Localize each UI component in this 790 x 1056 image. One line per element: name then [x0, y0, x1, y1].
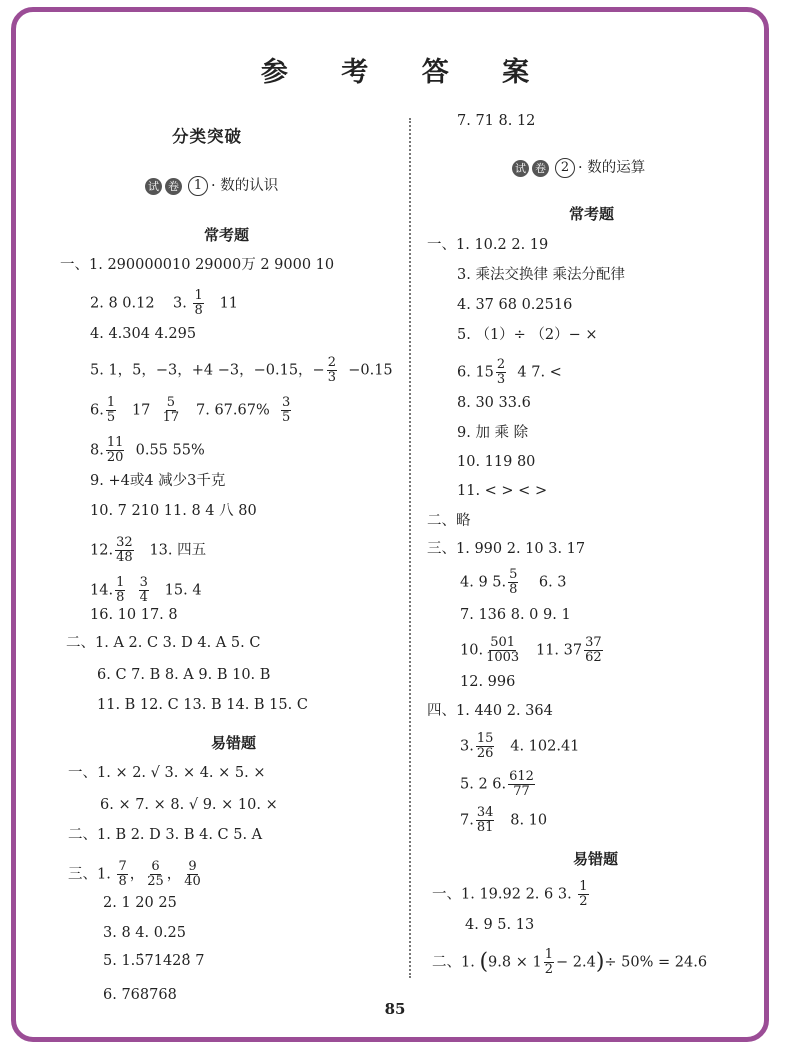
answer-line: 12. 996 [460, 674, 516, 690]
answer-line: 10. $\frac{501}{1003}$ 11. 37 $\frac{37}{62}$ [460, 635, 602, 665]
answer-line: 11. B 12. C 13. B 14. B 15. C [97, 697, 308, 713]
answer-line: 二、1. B 2. D 3. B 4. C 5. A [68, 827, 263, 843]
paper-2-header [512, 158, 645, 178]
answer-line: 7. $\frac{34}{81}$ 8. 10 [460, 805, 548, 835]
answer-line: 四、1. 440 2. 364 [427, 703, 553, 719]
fraction: $\frac{1}{8}$ [116, 575, 125, 605]
fraction: $\frac{15}{26}$ [476, 731, 494, 761]
answer-line: 三、1. $\frac{7}{8}$ ， $\frac{6}{25}$ ， $\frac{9}{40}$ [68, 859, 201, 889]
answer-line: 5. 1.5̇71428̇ 7 [103, 953, 205, 969]
answer-line: 12. $\frac{32}{48}$ 13. 四五 [90, 535, 207, 565]
changkao-title: 常考题 [204, 226, 250, 244]
answer-line: 二、略 [427, 513, 471, 529]
answer-line: 5. 1，5，−3，+4 −3，−0.15，− $\frac{2}{3}$ −0.15 [90, 355, 393, 385]
badge-juan: 卷 [165, 178, 182, 195]
answer-line: 6. $\frac{1}{5}$ 17 $\frac{5}{17}$ 7. 67.67% $\frac{3}{5}$ [90, 395, 291, 425]
badge-shi: 试 [512, 160, 529, 177]
answer-line: 9. +4或4 减少3千克 [90, 473, 226, 489]
answer-line: 5. 2 6. $\frac{612}{77}$ [460, 769, 534, 799]
fraction: $\frac{3}{5}$ [281, 395, 291, 425]
answer-line: 3. 8 4. 0.25 [103, 925, 187, 941]
section-title: 分类突破 [172, 127, 242, 146]
answer-line: 二、1. A 2. C 3. D 4. A 5. C [66, 635, 261, 651]
fraction: $\frac{37}{62}$ [585, 635, 602, 665]
fraction: $\frac{1}{8}$ [194, 288, 203, 318]
fraction: $\frac{1}{2}$ [544, 947, 553, 977]
paper-1-header [145, 176, 278, 196]
answer-line: 4. 9 5. $\frac{5}{8}$ 6. 3 [460, 567, 567, 597]
answer-line: 6. × 7. × 8. √ 9. × 10. × [100, 797, 278, 813]
fraction: $\frac{1}{2}$ [579, 879, 588, 909]
fraction: $\frac{2}{3}$ [327, 355, 336, 385]
page-number: 85 [384, 1000, 406, 1018]
fraction: $\frac{1}{5}$ [106, 395, 116, 425]
paper-label: · 数的认识 [211, 178, 279, 194]
answer-line: 14. $\frac{1}{8}$ $\frac{3}{4}$ 15. 4 [90, 575, 202, 605]
fraction: $\frac{9}{40}$ [184, 859, 201, 889]
answer-line: 7. 136 8. 0 9. 1 [460, 607, 571, 623]
fraction: $\frac{34}{81}$ [476, 805, 494, 835]
answer-line: 一、1. 19.92 2. 6 3. $\frac{1}{2}$ [432, 879, 588, 909]
column-divider [409, 118, 411, 978]
fraction: $\frac{501}{1003}$ [486, 635, 520, 665]
answer-line: 4. 37 68 0.2516 [457, 297, 573, 313]
answer-line: 一、1. 10.2 2. 19 [427, 237, 549, 253]
answer-line: 一、1. × 2. √ 3. × 4. × 5. × [68, 765, 266, 781]
answer-line: 一、1. 290000010 29000万 2 9000 10 [60, 257, 335, 273]
answer-line: 3. 乘法交换律 乘法分配律 [457, 267, 626, 283]
answer-line: 11. < > < > [457, 483, 548, 499]
answer-line: 7. 71 8. 12 [457, 113, 536, 129]
answer-line: 6. C 7. B 8. A 9. B 10. B [97, 667, 271, 683]
answer-line: 10. 119 80 [457, 454, 536, 470]
answer-line: 9. 加 乘 除 [457, 425, 529, 441]
fraction: $\frac{11}{20}$ [106, 435, 124, 465]
fraction: $\frac{612}{77}$ [509, 769, 534, 799]
paper-number: 1 [188, 176, 208, 196]
changkao-title: 常考题 [569, 205, 615, 223]
answer-line: 5. （1）÷ （2）− × [457, 327, 598, 343]
paper-number: 2 [555, 158, 575, 178]
fraction: $\frac{32}{48}$ [116, 535, 133, 565]
answer-line: 8. 30 33.6 [457, 395, 531, 411]
fraction: $\frac{5}{17}$ [162, 395, 180, 425]
answer-line: 二、1. (9.8 × 1 $\frac{1}{2}$ − 2.4)÷ 50% = 24.6 [432, 947, 708, 977]
answer-line: 8. $\frac{11}{20}$ 0.55 55% [90, 435, 205, 465]
yicuo-title: 易错题 [573, 850, 619, 868]
badge-shi: 试 [145, 178, 162, 195]
fraction: $\frac{7}{8}$ [118, 859, 127, 889]
badge-juan: 卷 [532, 160, 549, 177]
answer-line: 4. 9 5. 13 [465, 917, 535, 933]
fraction: $\frac{2}{3}$ [496, 357, 506, 387]
answer-line: 10. 7 210 11. 8 4 八 80 [90, 503, 257, 519]
answer-line: 6. 15 $\frac{2}{3}$ 4 7. < [457, 357, 562, 387]
fraction: $\frac{3}{4}$ [139, 575, 148, 605]
fraction: $\frac{5}{8}$ [509, 567, 518, 597]
answer-line: 2. 8 0.12 3. $\frac{1}{8}$ 11 [90, 288, 239, 318]
answer-line: 4. 4.304 4.295 [90, 326, 197, 342]
fraction: $\frac{6}{25}$ [147, 859, 164, 889]
answer-line: 3. $\frac{15}{26}$ 4. 102.41 [460, 731, 580, 761]
answer-line: 2. 1 20 25 [103, 895, 177, 911]
yicuo-title: 易错题 [211, 734, 257, 752]
answer-line: 6. 768768 [103, 987, 177, 1003]
answer-line: 三、1. 990 2. 10 3. 17 [427, 541, 586, 557]
answer-line: 16. 10 17. 8 [90, 607, 178, 623]
page-title: 参 考 答 案 [260, 57, 552, 88]
paper-label: · 数的运算 [578, 160, 646, 176]
